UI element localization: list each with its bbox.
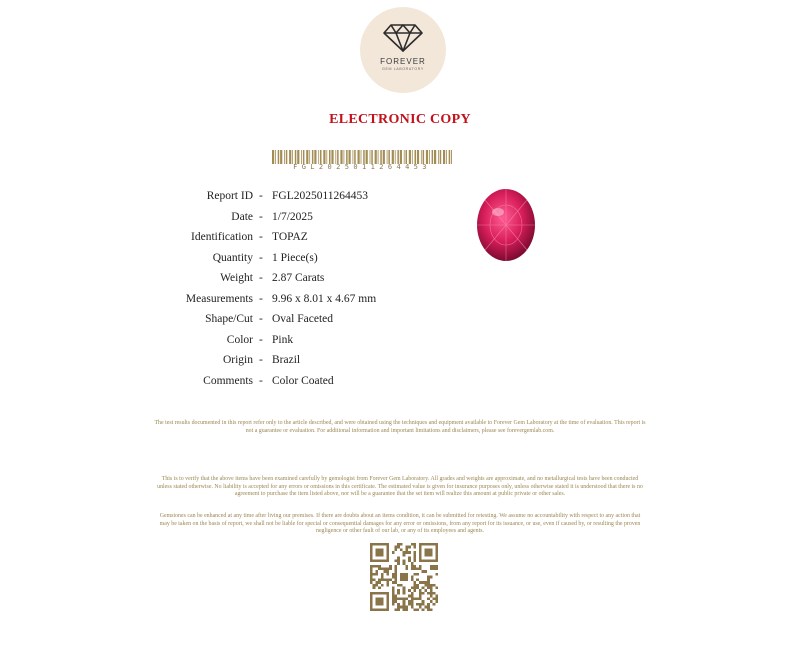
- field-separator: -: [259, 354, 263, 366]
- field-separator: -: [259, 292, 263, 305]
- field-value: Color Coated: [272, 374, 334, 387]
- field-value: TOPAZ: [272, 231, 308, 243]
- field-value: 9.96 x 8.01 x 4.67 mm: [272, 292, 377, 305]
- qr-code[interactable]: [370, 543, 438, 611]
- disclaimer-liability: Gemstones can be enhanced at any time after living our premises. If there are doubts about an items condition, it can be submitted for retesting. We assume no accountability with respect to any action that may be taken on the basis of report, we shall not be liable for special or consequential damages for any error or omissions, from any report for its issuance, or use, even if caused by, or resulting the proven negligence or other fault of our lab, or any of its employees and agents.: [159, 513, 641, 535]
- logo-subtitle: GEM LABORATORY: [382, 67, 424, 71]
- gem-photo: [476, 188, 536, 262]
- field-value: 1 Piece(s): [272, 251, 318, 264]
- field-separator: -: [259, 333, 263, 346]
- field-label: Origin: [222, 354, 253, 366]
- field-value: FGL2025011264453: [272, 190, 369, 202]
- field-label: Report ID: [206, 190, 253, 202]
- field-value: Pink: [272, 333, 294, 346]
- field-label: Identification: [191, 231, 253, 243]
- field-value: Oval Faceted: [272, 313, 333, 325]
- field-label: Color: [226, 333, 253, 346]
- field-label: Shape/Cut: [205, 313, 253, 325]
- diamond-icon: [383, 23, 423, 53]
- field-separator: -: [259, 313, 263, 325]
- field-separator: -: [259, 272, 263, 284]
- field-separator: -: [259, 251, 263, 264]
- field-value: Brazil: [272, 354, 301, 366]
- field-value: 2.87 Carats: [272, 272, 325, 284]
- barcode-number: FGL2025011264453: [293, 163, 431, 171]
- barcode: [272, 150, 452, 164]
- field-label: Measurements: [185, 292, 253, 305]
- disclaimer-verification: This is to verify that the above items have been examined carefully by gemologist from Forever Gem Laboratory. All grades and weights are approximate, and no metallurgical tests have been conducted unless stated otherwise. No liability is accepted for any errors or omissions in this certificate. The estimated value is given for insurance purposes only, unless otherwise stated it is understood that there is no agreement to purchase the item listed above, nor will be a guarantee that the set item will realize this amount at public private or other sales.: [157, 476, 643, 498]
- electronic-copy-heading: ELECTRONIC COPY: [329, 112, 471, 127]
- field-label: Comments: [203, 374, 253, 387]
- field-value: 1/7/2025: [272, 210, 313, 223]
- field-separator: -: [259, 374, 263, 387]
- disclaimer-results: The test results documented in this report refer only to the article described, and were obtained using the techniques and equipment available to Forever Gem Laboratory at the time of evaluation. This report is not a guarantee or evaluation. For additional information and important limitations and disclaimers, please see forevergemlab.com.: [154, 420, 646, 434]
- field-separator: -: [259, 190, 263, 202]
- field-label: Date: [231, 210, 253, 223]
- field-label: Quantity: [212, 251, 253, 264]
- field-label: Weight: [220, 272, 253, 284]
- field-separator: -: [259, 210, 263, 223]
- field-separator: -: [259, 231, 263, 243]
- logo-name: FOREVER: [380, 57, 426, 66]
- lab-logo: [360, 7, 446, 93]
